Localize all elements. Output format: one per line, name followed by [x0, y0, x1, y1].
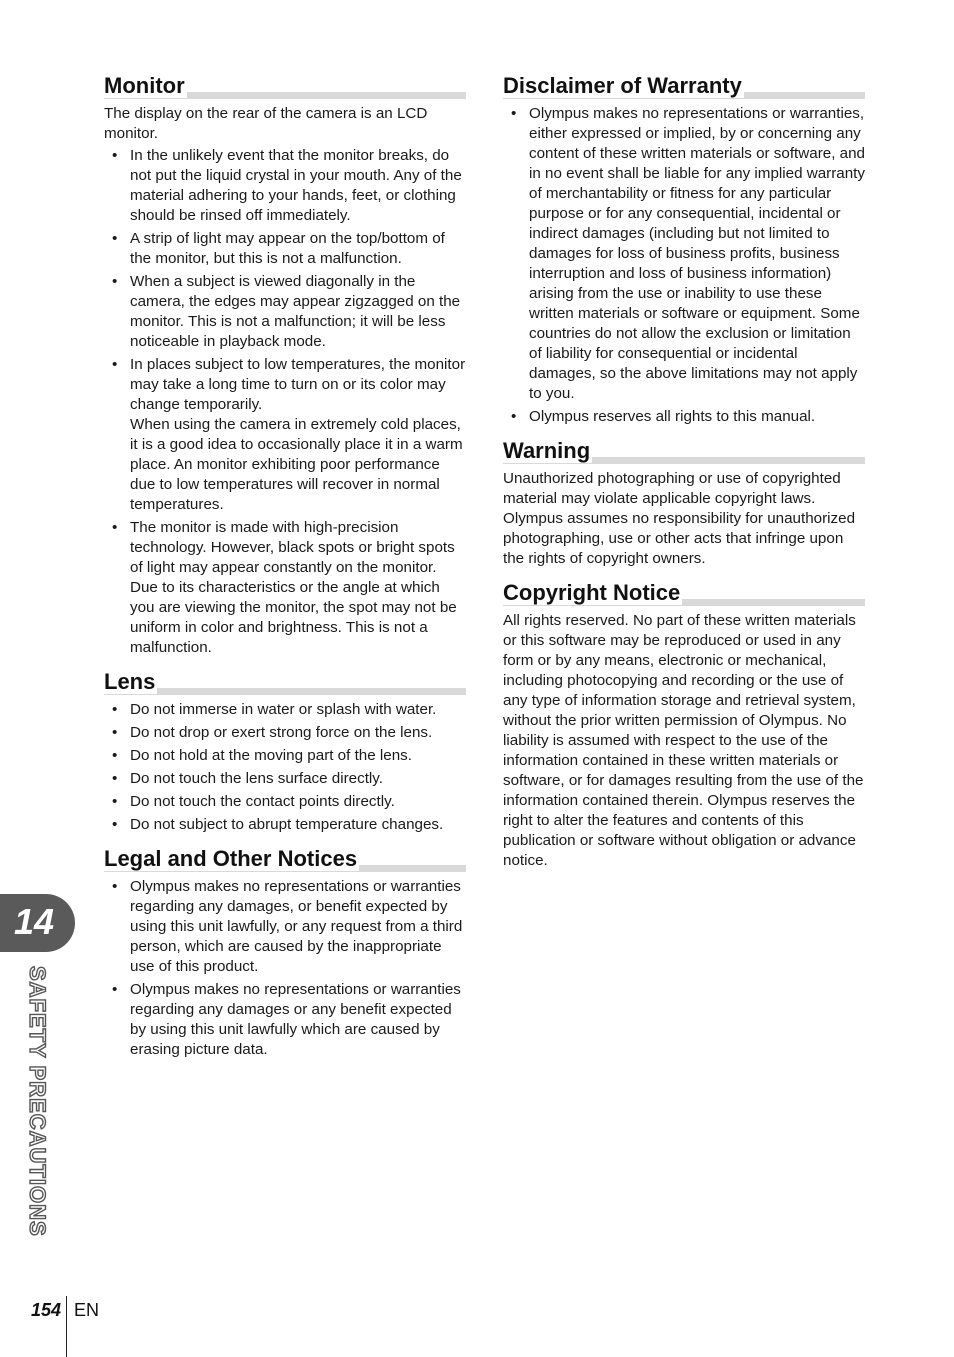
left-column — [104, 72, 466, 1070]
list-item: • Do not touch the contact points directly. — [112, 793, 395, 810]
bullet-icon: • — [112, 230, 118, 247]
legal-bullet-list — [104, 877, 466, 1060]
list-item: • Olympus makes no representations or warranties, either expressed or implied, by or concerning any content of these written materials or software, and in no event shall be liable for any implied warranty of merchantability or fitness for any particular purpose or for any consequential, incidental or indirect damages (including but not limited to damages for loss of business profits, business interruption and loss of business information) arising from the use or inability to use these written materials or software or equipment. Some countries do not allow the exclusion or limitation of liability for consequential or incidental damages, so the above limitations may not apply to you. — [511, 105, 865, 402]
monitor-heading: Monitor — [104, 72, 466, 100]
bullet-icon: • — [112, 724, 118, 741]
lens-bullet-list — [104, 700, 466, 835]
list-item: • When a subject is viewed diagonally in the camera, the edges may appear zigzagged on the monitor. This is not a malfunction; it will be less noticeable in playback mode. — [112, 273, 461, 350]
monitor-bullet-list — [104, 146, 466, 658]
copyright-heading: Copyright Notice — [503, 579, 865, 607]
footer-divider — [66, 1296, 67, 1357]
page-number: 154 — [31, 1300, 62, 1320]
lens-heading: Lens — [104, 668, 466, 696]
legal-heading: Legal and Other Notices — [104, 845, 466, 873]
warning-section — [503, 437, 865, 569]
legal-section — [104, 845, 466, 1060]
list-item: • Do not hold at the moving part of the lens. — [112, 747, 412, 764]
disclaimer-section — [503, 72, 865, 427]
language-label: EN — [74, 1300, 100, 1320]
copyright-section — [503, 579, 865, 871]
chapter-title: SAFETY PRECAUTIONS — [25, 966, 50, 1237]
list-item: • In places subject to low temperatures, the monitor may take a long time to turn on or its color may change temporarily. When using the camera in extremely cold places, it is a good idea to occasionally place it in a warm place. An monitor exhibiting poor performance due to low temperatures will recover in normal temperatures. — [112, 356, 466, 513]
list-item: • Olympus reserves all rights to this manual. — [511, 408, 816, 425]
bullet-icon: • — [112, 701, 118, 718]
warning-heading: Warning — [503, 437, 865, 465]
list-item: • A strip of light may appear on the top/bottom of the monitor, but this is not a malfunction. — [112, 230, 445, 267]
bullet-icon: • — [112, 147, 118, 164]
list-item: • Olympus makes no representations or warranties regarding any damages, or benefit expected by using this unit lawfully, or any request from a third person, which are caused by the inappropriate use of this product. — [112, 878, 463, 975]
monitor-section — [104, 72, 466, 658]
chapter-tab — [0, 894, 75, 952]
bullet-icon: • — [112, 793, 118, 810]
bullet-icon: • — [112, 878, 118, 895]
lens-section — [104, 668, 466, 835]
bullet-icon: • — [112, 356, 118, 373]
bullet-icon: • — [511, 408, 517, 425]
warning-body: Unauthorized photographing or use of copyrighted material may violate applicable copyright laws. Olympus assumes no responsibility for unauthorized photographing, use or other acts that infringe upon the rights of copyright owners. — [503, 470, 856, 567]
bullet-icon: • — [112, 770, 118, 787]
disclaimer-heading: Disclaimer of Warranty — [503, 72, 865, 100]
list-item: • Do not touch the lens surface directly. — [112, 770, 383, 787]
list-item: • Do not drop or exert strong force on the lens. — [112, 724, 433, 741]
bullet-icon: • — [511, 105, 517, 122]
bullet-icon: • — [112, 519, 118, 536]
list-item: • Do not immerse in water or splash with water. — [112, 701, 437, 718]
heading-rule — [104, 688, 466, 695]
right-column — [503, 72, 865, 881]
disclaimer-bullet-list — [503, 104, 865, 427]
monitor-intro: The display on the rear of the camera is an LCD monitor. — [104, 105, 428, 142]
list-item: • The monitor is made with high-precision technology. However, black spots or bright spots of light may appear constantly on the monitor. Due to its characteristics or the angle at which you are viewing the monitor, the spot may not be uniform in color and brightness. This is not a malfunction. — [112, 519, 457, 656]
list-item: • In the unlikely event that the monitor breaks, do not put the liquid crystal in your mouth. Any of the material adhering to your hands, feet, or clothing should be rinsed off immediately. — [112, 147, 462, 224]
bullet-icon: • — [112, 273, 118, 290]
list-item: • Olympus makes no representations or warranties regarding any damages or any benefit expected by using this unit lawfully which are caused by erasing picture data. — [112, 981, 461, 1058]
bullet-icon: • — [112, 816, 118, 833]
chapter-number: 14 — [14, 901, 55, 942]
bullet-icon: • — [112, 747, 118, 764]
bullet-icon: • — [112, 981, 118, 998]
list-item: • Do not subject to abrupt temperature changes. — [112, 816, 444, 833]
copyright-body: All rights reserved. No part of these written materials or this software may be reproduced or used in any form or by any means, electronic or mechanical, including photocopying and recording or the use of any type of information storage and retrieval system, without the prior written permission of Olympus. No liability is assumed with respect to the use of the information contained in these written materials or software, or for damages resulting from the use of the information contained therein. Olympus reserves the right to alter the features and contents of this publication or software without obligation or advance notice. — [503, 612, 864, 869]
